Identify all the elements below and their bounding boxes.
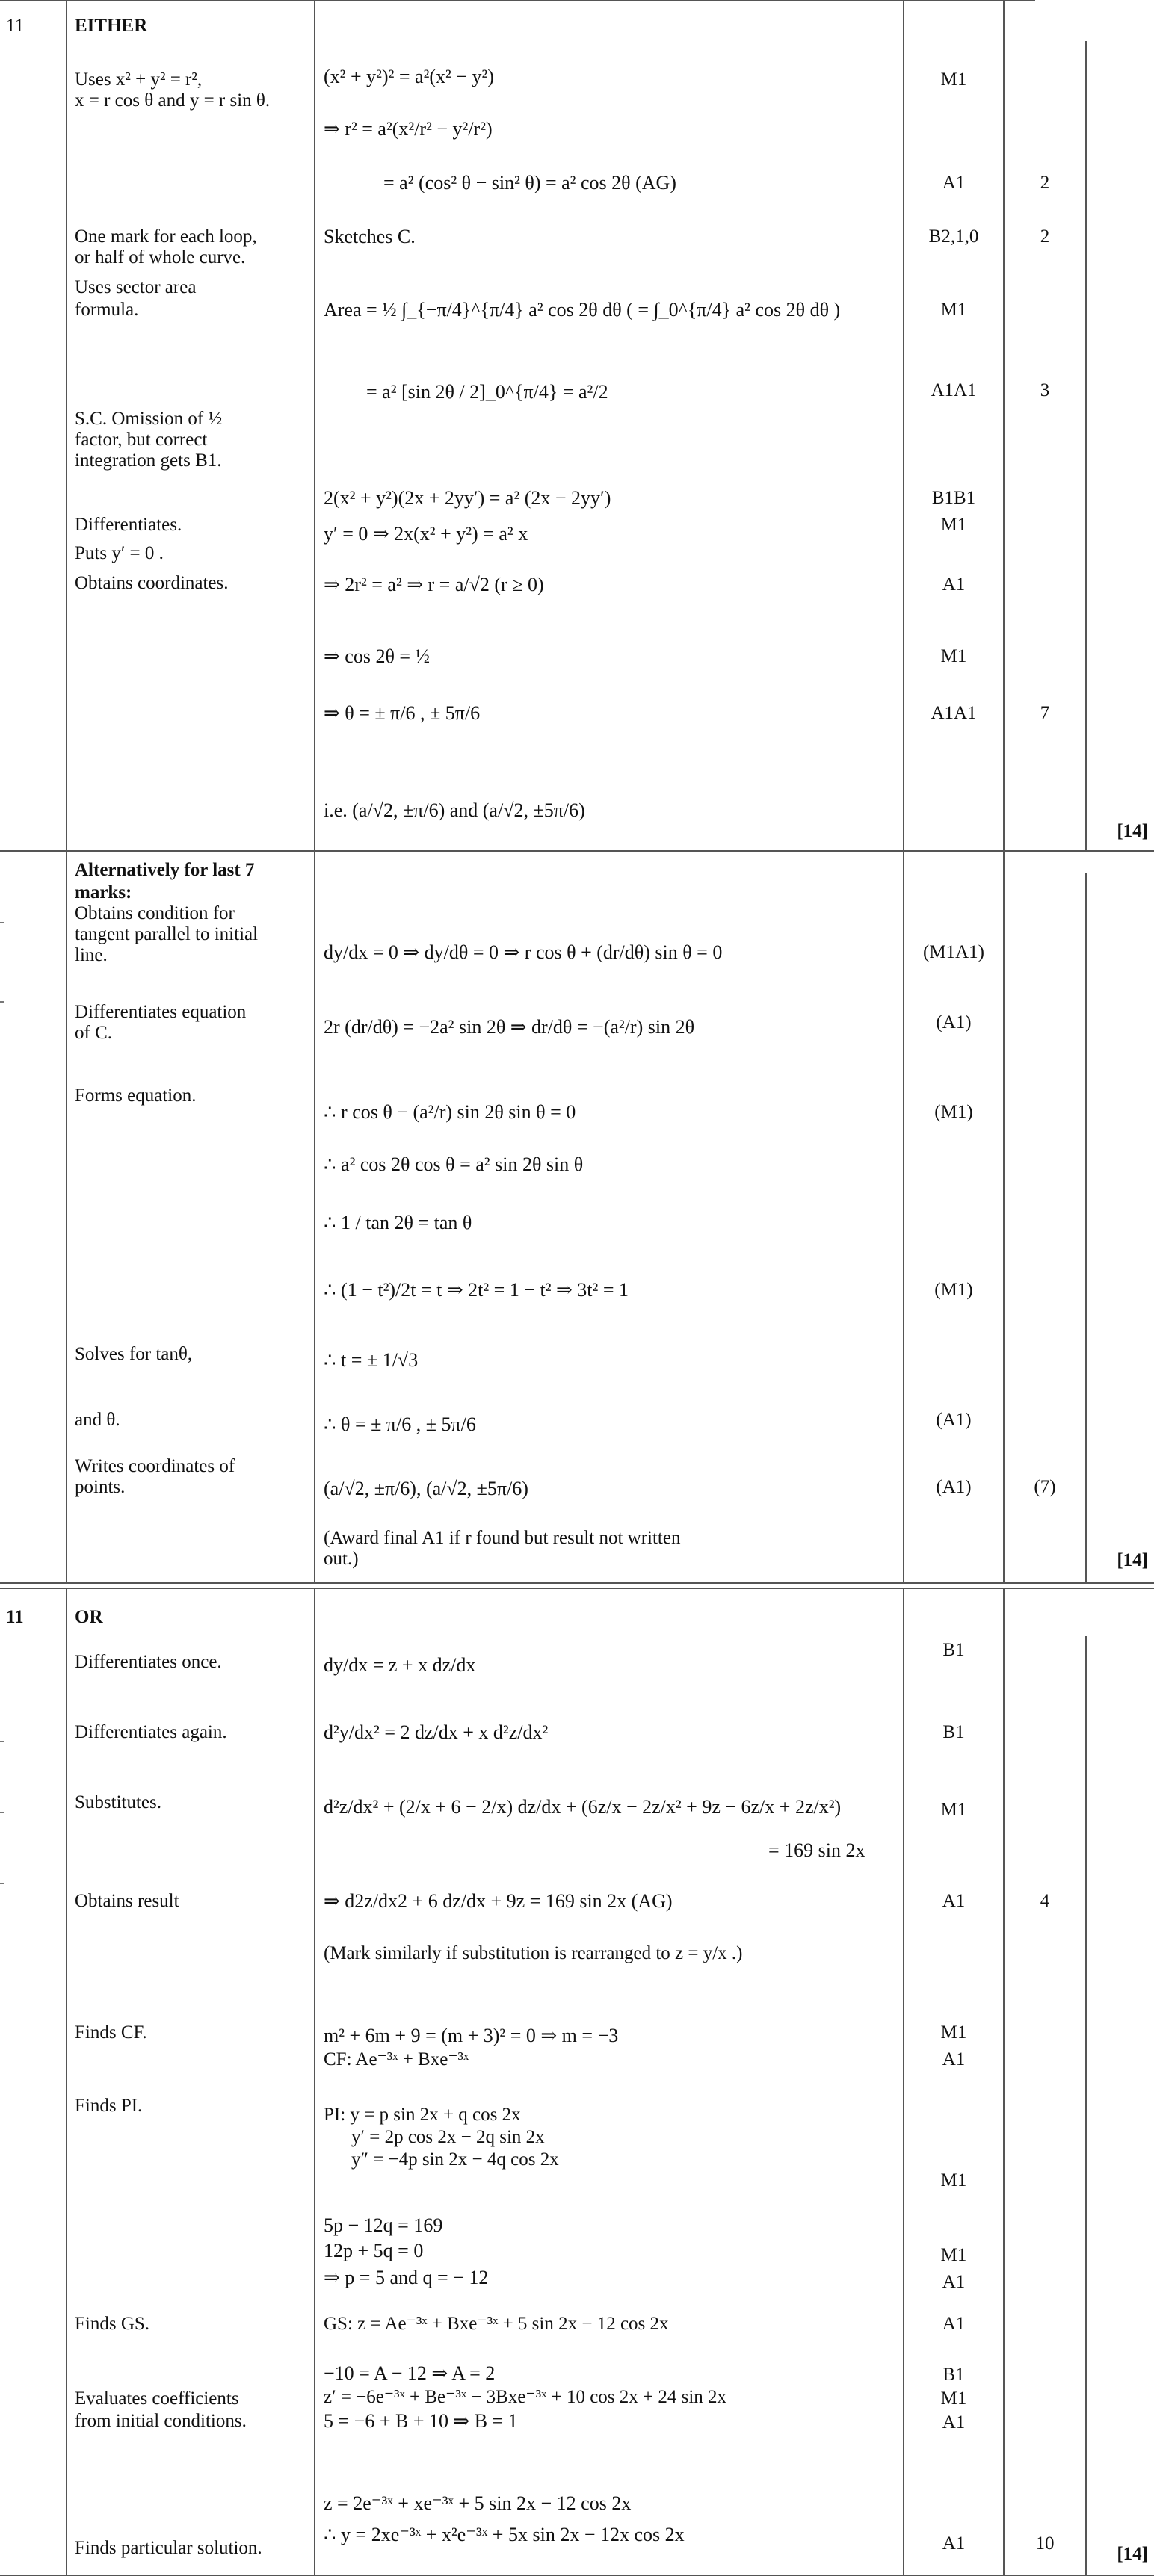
mark-code: B1	[942, 1640, 965, 1660]
working-line: PI: y = p sin 2x + q cos 2x	[324, 2105, 521, 2125]
working-line: Area = ½ ∫_{−π/4}^{π/4} a² cos 2θ dθ ( = ∫_0^{π/4} a² cos 2θ dθ )	[324, 299, 841, 321]
working-line: ∴ r cos θ − (a²/r) sin 2θ sin θ = 0	[324, 1101, 576, 1123]
working-line: i.e. (a/√2, ±π/6) and (a/√2, ±5π/6)	[324, 799, 585, 821]
mark-code: A1	[942, 2533, 966, 2554]
step-description: Substitutes.	[75, 1792, 161, 1812]
mark-code: A1	[942, 2272, 966, 2292]
working-line: 2r (dr/dθ) = −2a² sin 2θ ⇒ dr/dθ = −(a²/r) sin 2θ	[324, 1016, 695, 1038]
step-description: Finds CF.	[75, 2022, 147, 2043]
mark-code: M1	[940, 2245, 967, 2265]
step-description: One mark for each loop,	[75, 226, 257, 247]
working-line: (a/√2, ±π/6), (a/√2, ±5π/6)	[324, 1478, 528, 1499]
mark-code: M1	[940, 515, 967, 535]
question-number: 11	[6, 16, 25, 36]
mark-code: (M1A1)	[923, 942, 984, 962]
note-line: (Mark similarly if substitution is rearranged to z = y/x .)	[324, 1943, 743, 1963]
step-description: and θ.	[75, 1410, 120, 1430]
mark-code: (A1)	[936, 1012, 972, 1032]
part-total: 10	[1035, 2533, 1055, 2554]
step-description: Differentiates again.	[75, 1722, 227, 1742]
working-line: ⇒ θ = ± π/6 , ± 5π/6	[324, 702, 481, 724]
working-line: −10 = A − 12 ⇒ A = 2	[324, 2362, 496, 2384]
step-description: formula.	[75, 300, 139, 320]
part-total: 7	[1040, 703, 1050, 723]
note-line: out.)	[324, 1549, 359, 1569]
part-total: 3	[1040, 380, 1050, 400]
mark-code: (M1)	[934, 1102, 973, 1122]
step-description: Evaluates coefficients	[75, 2388, 239, 2409]
mark-code: A1	[942, 2049, 966, 2069]
working-line: 5p − 12q = 169	[324, 2214, 443, 2236]
section-heading: Alternatively for last 7 marks:	[75, 860, 255, 902]
working-line: ∴ (1 − t²)/2t = t ⇒ 2t² = 1 − t² ⇒ 3t² = 1	[324, 1279, 629, 1301]
mark-code: B2,1,0	[928, 226, 979, 247]
step-description: line.	[75, 945, 108, 965]
mark-code: M1	[940, 2022, 967, 2043]
mark-code: (A1)	[936, 1410, 972, 1430]
working-line: 12p + 5q = 0	[324, 2240, 424, 2261]
working-line: ⇒ 2r² = a² ⇒ r = a/√2 (r ≥ 0)	[324, 574, 544, 595]
mark-code: A1A1	[931, 703, 977, 723]
step-description: integration gets B1.	[75, 451, 222, 471]
mark-code: (A1)	[936, 1477, 972, 1497]
step-description: Finds GS.	[75, 2314, 150, 2334]
step-description: Writes coordinates of	[75, 1456, 235, 1476]
working-line: 5 = −6 + B + 10 ⇒ B = 1	[324, 2410, 518, 2432]
mark-code: B1B1	[931, 488, 976, 508]
part-total: (7)	[1034, 1477, 1056, 1497]
step-description: Obtains condition for	[75, 903, 235, 923]
mark-code: (M1)	[934, 1280, 973, 1300]
part-total: 2	[1040, 173, 1050, 193]
step-description: Finds particular solution.	[75, 2538, 262, 2558]
step-description: tangent parallel to initial	[75, 924, 259, 944]
working-line: 2(x² + y²)(2x + 2yy′) = a² (2x − 2yy′)	[324, 487, 611, 509]
mark-code: M1	[940, 69, 967, 90]
working-line: ⇒ cos 2θ = ½	[324, 645, 431, 667]
step-description: S.C. Omission of ½	[75, 409, 223, 429]
grand-total: [14]	[1117, 1550, 1148, 1570]
step-description: Obtains result	[75, 1891, 179, 1911]
part-total: 2	[1040, 226, 1050, 247]
step-description: Puts y′ = 0 .	[75, 543, 164, 563]
working-line: d²z/dx² + (2/x + 6 − 2/x) dz/dx + (6z/x − 2z/x² + 9z − 6z/x + 2z/x²)	[324, 1796, 842, 1818]
working-line: (x² + y²)² = a²(x² − y²)	[324, 66, 494, 87]
mark-code: A1	[942, 2412, 966, 2433]
section-heading: EITHER	[75, 16, 148, 36]
grand-total: [14]	[1117, 821, 1148, 841]
working-line: z = 2e⁻³ˣ + xe⁻³ˣ + 5 sin 2x − 12 cos 2x	[324, 2492, 632, 2514]
mark-code: A1A1	[931, 380, 977, 400]
mark-code: A1	[942, 575, 966, 595]
working-line: ∴ t = ± 1/√3	[324, 1349, 419, 1371]
note-line: (Award final A1 if r found but result not written	[324, 1528, 681, 1548]
step-description: Solves for tanθ,	[75, 1344, 193, 1364]
step-description: x = r cos θ and y = r sin θ.	[75, 90, 271, 111]
working-line: ∴ 1 / tan 2θ = tan θ	[324, 1212, 472, 1233]
mark-code: A1	[942, 173, 966, 193]
step-description: Obtains coordinates.	[75, 573, 229, 593]
mark-code: A1	[942, 2314, 966, 2334]
step-description: Forms equation.	[75, 1086, 197, 1106]
working-line: m² + 6m + 9 = (m + 3)² = 0 ⇒ m = −3	[324, 2025, 619, 2046]
working-line: CF: Ae⁻³ˣ + Bxe⁻³ˣ	[324, 2049, 469, 2069]
working-line: y′ = 0 ⇒ 2x(x² + y²) = a² x	[324, 523, 528, 545]
working-line: ⇒ r² = a²(x²/r² − y²/r²)	[324, 118, 493, 140]
working-line: d²y/dx² = 2 dz/dx + x d²z/dx²	[324, 1721, 549, 1743]
working-line: ∴ y = 2xe⁻³ˣ + x²e⁻³ˣ + 5x sin 2x − 12x cos 2x	[324, 2524, 685, 2545]
step-description: Differentiates.	[75, 515, 182, 535]
working-line: ∴ θ = ± π/6 , ± 5π/6	[324, 1414, 476, 1435]
working-line: y″ = −4p sin 2x − 4q cos 2x	[351, 2149, 559, 2170]
step-description: Uses sector area	[75, 277, 197, 297]
working-line: = a² (cos² θ − sin² θ) = a² cos 2θ (AG)	[383, 172, 676, 193]
step-description: or half of whole curve.	[75, 247, 246, 267]
working-line: y′ = 2p cos 2x − 2q sin 2x	[351, 2127, 545, 2147]
mark-code: B1	[942, 1722, 965, 1742]
part-total: 4	[1040, 1891, 1050, 1911]
mark-code: M1	[940, 646, 967, 666]
grand-total: [14]	[1117, 2544, 1148, 2564]
mark-code: M1	[940, 300, 967, 320]
working-line: = 169 sin 2x	[768, 1839, 866, 1861]
working-line: ∴ a² cos 2θ cos θ = a² sin 2θ sin θ	[324, 1154, 584, 1175]
working-line: ⇒ p = 5 and q = − 12	[324, 2267, 489, 2288]
step-description: from initial conditions.	[75, 2411, 247, 2431]
step-description: of C.	[75, 1023, 112, 1043]
mark-code: M1	[940, 1800, 967, 1820]
mark-code: A1	[942, 1891, 966, 1911]
step-description: factor, but correct	[75, 430, 208, 450]
mark-code: M1	[940, 2170, 967, 2190]
working-line: dy/dx = z + x dz/dx	[324, 1654, 476, 1676]
working-line: dy/dx = 0 ⇒ dy/dθ = 0 ⇒ r cos θ + (dr/dθ) sin θ = 0	[324, 941, 723, 963]
section-heading: OR	[75, 1607, 103, 1627]
step-description: Uses x² + y² = r²,	[75, 69, 203, 90]
working-line: GS: z = Ae⁻³ˣ + Bxe⁻³ˣ + 5 sin 2x − 12 cos 2x	[324, 2314, 669, 2334]
question-number: 11	[6, 1607, 24, 1627]
working-line: Sketches C.	[324, 226, 416, 247]
working-line: z′ = −6e⁻³ˣ + Be⁻³ˣ − 3Bxe⁻³ˣ + 10 cos 2x + 24 sin 2x	[324, 2387, 727, 2407]
mark-code: B1	[942, 2365, 965, 2385]
mark-code: M1	[940, 2388, 967, 2409]
step-description: points.	[75, 1477, 126, 1497]
working-line: ⇒ d2z/dx2 + 6 dz/dx + 9z = 169 sin 2x (AG)	[324, 1890, 673, 1912]
step-description: Differentiates once.	[75, 1652, 222, 1672]
step-description: Differentiates equation	[75, 1002, 247, 1022]
working-line: = a² [sin 2θ / 2]_0^{π/4} = a²/2	[366, 381, 608, 403]
step-description: Finds PI.	[75, 2096, 143, 2116]
